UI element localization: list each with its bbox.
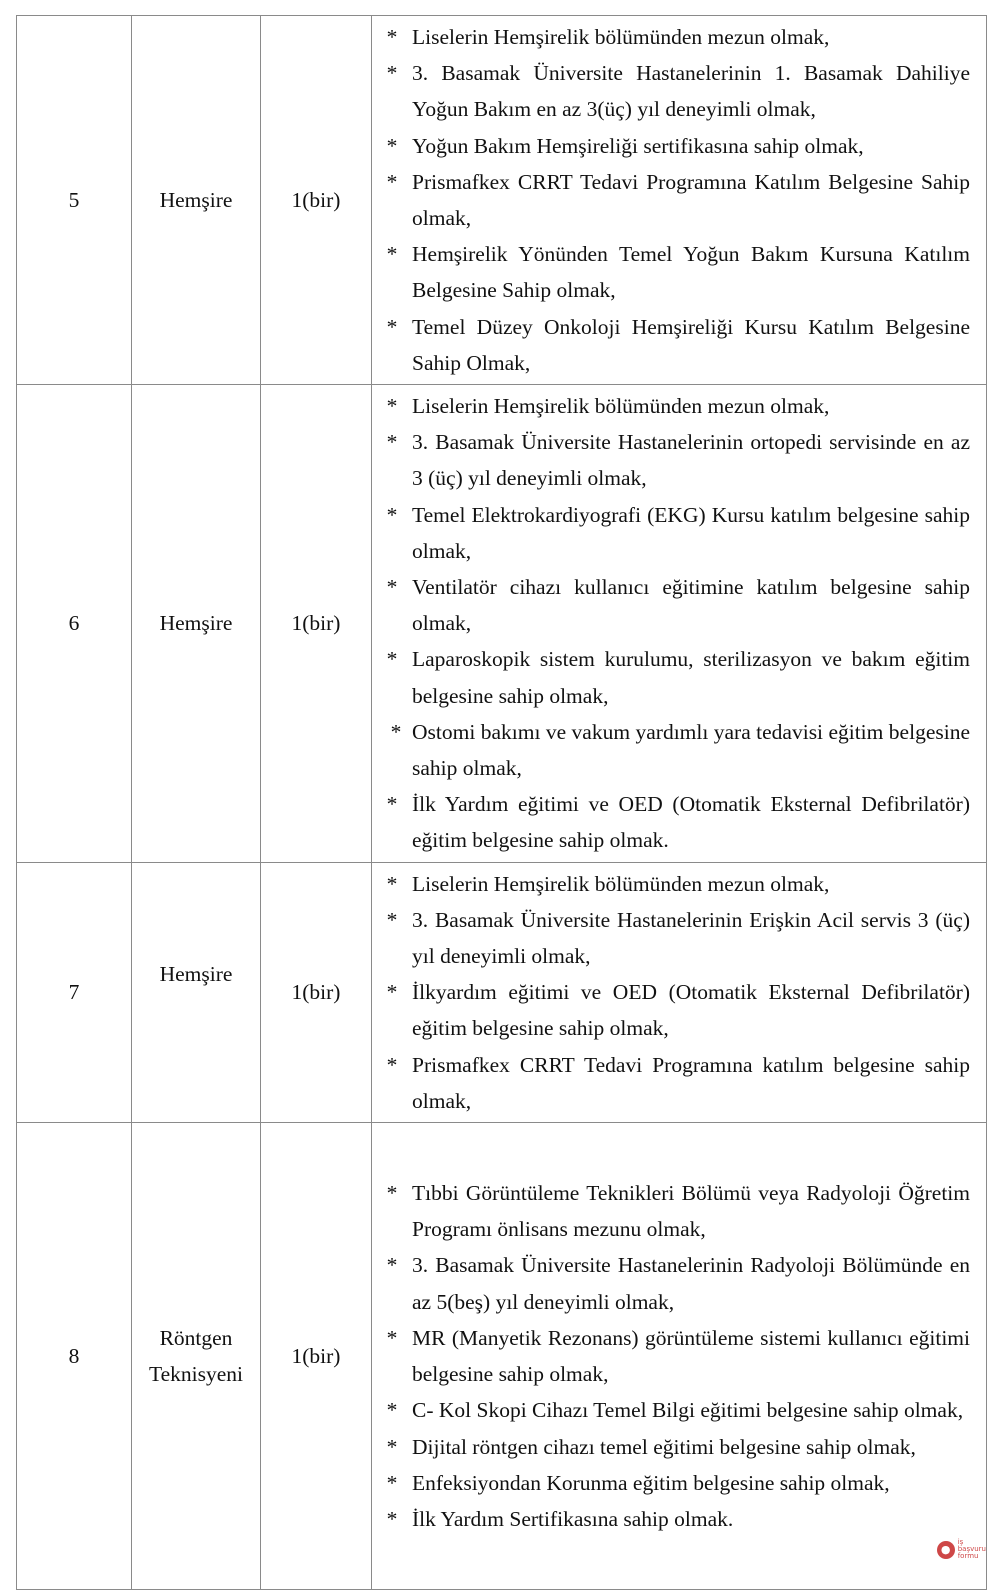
requirements-list bbox=[372, 1175, 970, 1537]
requirements-cell bbox=[372, 385, 987, 863]
list-item bbox=[372, 1320, 970, 1392]
row-number: 6 bbox=[17, 385, 132, 863]
bullet-star: * bbox=[386, 1398, 398, 1423]
list-item bbox=[372, 714, 970, 786]
requirements-list bbox=[372, 388, 970, 859]
requirement-text: MR (Manyetik Rezonans) görüntüleme sistemi kullanıcı eğitimi belgesine sahip olmak, bbox=[412, 1325, 970, 1387]
list-item bbox=[372, 424, 970, 496]
requirements-cell bbox=[372, 862, 987, 1122]
table-row bbox=[17, 862, 987, 1122]
list-item bbox=[372, 309, 970, 381]
position-title bbox=[132, 16, 261, 385]
bullet-star: * bbox=[386, 647, 398, 672]
requirement-text: Yoğun Bakım Hemşireliği sertifikasına sahip olmak, bbox=[412, 133, 864, 158]
list-item bbox=[372, 974, 970, 1046]
bullet-star: * bbox=[386, 61, 398, 86]
requirement-text: İlk Yardım eğitimi ve OED (Otomatik Eksternal Defibrilatör) eğitim belgesine sahip olmak. bbox=[412, 792, 970, 853]
bullet-star: * bbox=[386, 314, 398, 339]
list-item bbox=[372, 55, 970, 127]
list-item bbox=[372, 236, 970, 308]
list-item bbox=[372, 902, 970, 974]
bullet-star: * bbox=[386, 169, 398, 194]
list-item bbox=[372, 128, 970, 164]
requirement-text: Prismafkex CRRT Tedavi Programına katılım belgesine sahip olmak, bbox=[412, 1052, 970, 1113]
bullet-star: * bbox=[390, 719, 402, 744]
list-item bbox=[372, 866, 970, 902]
row-number: 8 bbox=[17, 1123, 132, 1590]
bullet-star: * bbox=[386, 242, 398, 267]
list-item bbox=[372, 641, 970, 713]
watermark-line: formu bbox=[957, 1552, 979, 1560]
list-item bbox=[372, 1047, 970, 1119]
position-count: 1(bir) bbox=[261, 1123, 372, 1590]
position-title bbox=[132, 385, 261, 863]
list-item bbox=[372, 388, 970, 424]
requirement-text: Enfeksiyondan Korunma eğitim belgesine sahip olmak, bbox=[412, 1470, 890, 1495]
requirement-text: Liselerin Hemşirelik bölümünden mezun olmak, bbox=[412, 871, 830, 896]
list-item bbox=[372, 1501, 970, 1537]
bullet-star: * bbox=[386, 502, 398, 527]
bullet-star: * bbox=[386, 980, 398, 1005]
list-item bbox=[372, 786, 970, 858]
position-title-text: Hemşire bbox=[159, 187, 233, 212]
bullet-star: * bbox=[386, 1181, 398, 1206]
position-title-text: Hemşire bbox=[159, 611, 233, 636]
bullet-star: * bbox=[386, 871, 398, 896]
row-number: 5 bbox=[17, 16, 132, 385]
requirements-list bbox=[372, 19, 970, 381]
requirements-cell bbox=[372, 1123, 987, 1590]
requirement-text: Temel Elektrokardiyografi (EKG) Kursu katılım belgesine sahip olmak, bbox=[412, 502, 970, 563]
requirement-text: 3. Basamak Üniversite Hastanelerinin Radyoloji Bölümünde en az 5(beş) yıl deneyimli olmak, bbox=[412, 1253, 970, 1314]
position-count: 1(bir) bbox=[261, 385, 372, 863]
requirement-text: 3. Basamak Üniversite Hastanelerinin 1. Basamak Dahiliye Yoğun Bakım en az 3(üç) yıl deneyimli olmak, bbox=[412, 61, 970, 122]
position-title-text: Hemşire bbox=[159, 962, 233, 987]
position-title-text: Röntgen Teknisyeni bbox=[148, 1325, 244, 1386]
list-item bbox=[372, 1392, 970, 1428]
requirement-text: Liselerin Hemşirelik bölümünden mezun olmak, bbox=[412, 25, 830, 49]
requirement-text: C- Kol Skopi Cihazı Temel Bilgi eğitimi belgesine sahip olmak, bbox=[412, 1398, 964, 1423]
requirement-text: Hemşirelik Yönünden Temel Yoğun Bakım Kursuna Katılım Belgesine Sahip olmak, bbox=[412, 242, 970, 303]
watermark-text bbox=[958, 1539, 986, 1560]
position-count: 1(bir) bbox=[261, 16, 372, 385]
bullet-star: * bbox=[386, 1434, 398, 1459]
requirement-text: Temel Düzey Onkoloji Hemşireliği Kursu Katılım Belgesine Sahip Olmak, bbox=[412, 314, 970, 375]
requirement-text: İlk Yardım Sertifikasına sahip olmak. bbox=[412, 1506, 734, 1531]
requirements-table bbox=[16, 15, 987, 1590]
list-item bbox=[372, 1247, 970, 1319]
requirement-text: Ostomi bakımı ve vakum yardımlı yara tedavisi eğitim belgesine sahip olmak, bbox=[412, 719, 970, 781]
bullet-star: * bbox=[386, 1470, 398, 1495]
table-row bbox=[17, 1123, 987, 1590]
bullet-star: * bbox=[386, 25, 398, 49]
requirements-cell bbox=[372, 16, 987, 385]
list-item bbox=[372, 569, 970, 641]
table-row bbox=[17, 385, 987, 863]
requirement-text: Tıbbi Görüntüleme Teknikleri Bölümü veya Radyoloji Öğretim Programı önlisans mezunu olmak, bbox=[412, 1181, 970, 1242]
list-item bbox=[372, 1429, 970, 1465]
watermark-badge-icon: ● bbox=[937, 1541, 955, 1559]
watermark-logo bbox=[937, 1539, 986, 1560]
requirement-text: 3. Basamak Üniversite Hastanelerinin ortopedi servisinde en az 3 (üç) yıl deneyimli olmak, bbox=[412, 430, 970, 491]
table-row bbox=[17, 16, 987, 385]
bullet-star: * bbox=[386, 430, 398, 455]
bullet-star: * bbox=[386, 1506, 398, 1531]
bullet-star: * bbox=[386, 133, 398, 158]
requirement-text: İlkyardım eğitimi ve OED (Otomatik Eksternal Defibrilatör) eğitim belgesine sahip olmak, bbox=[412, 980, 970, 1041]
requirement-text: Ventilatör cihazı kullanıcı eğitimine katılım belgesine sahip olmak, bbox=[412, 575, 970, 636]
requirement-text: Laparoskopik sistem kurulumu, sterilizasyon ve bakım eğitim belgesine sahip olmak, bbox=[412, 647, 970, 708]
bullet-star: * bbox=[386, 1253, 398, 1278]
watermark-line: başvuru bbox=[957, 1545, 986, 1553]
requirement-text: Liselerin Hemşirelik bölümünden mezun olmak, bbox=[412, 394, 830, 419]
requirement-text: 3. Basamak Üniversite Hastanelerinin Erişkin Acil servis 3 (üç) yıl deneyimli olmak, bbox=[412, 907, 970, 969]
requirement-text: Dijital röntgen cihazı temel eğitimi belgesine sahip olmak, bbox=[412, 1434, 916, 1459]
bullet-star: * bbox=[386, 907, 398, 932]
requirements-table-body bbox=[17, 16, 987, 1590]
row-number: 7 bbox=[17, 862, 132, 1122]
watermark-line: iş bbox=[957, 1538, 964, 1546]
position-title bbox=[132, 1123, 261, 1590]
bullet-star: * bbox=[386, 575, 398, 600]
list-item bbox=[372, 1465, 970, 1501]
list-item bbox=[372, 164, 970, 236]
list-item bbox=[372, 19, 970, 55]
requirements-list bbox=[372, 866, 970, 1119]
list-item bbox=[372, 1175, 970, 1247]
position-count: 1(bir) bbox=[261, 862, 372, 1122]
bullet-star: * bbox=[386, 1052, 398, 1077]
bullet-star: * bbox=[386, 792, 398, 817]
position-title bbox=[132, 862, 261, 1122]
list-item bbox=[372, 497, 970, 569]
bullet-star: * bbox=[386, 1325, 398, 1350]
requirement-text: Prismafkex CRRT Tedavi Programına Katılım Belgesine Sahip olmak, bbox=[412, 169, 970, 231]
bullet-star: * bbox=[386, 394, 398, 419]
